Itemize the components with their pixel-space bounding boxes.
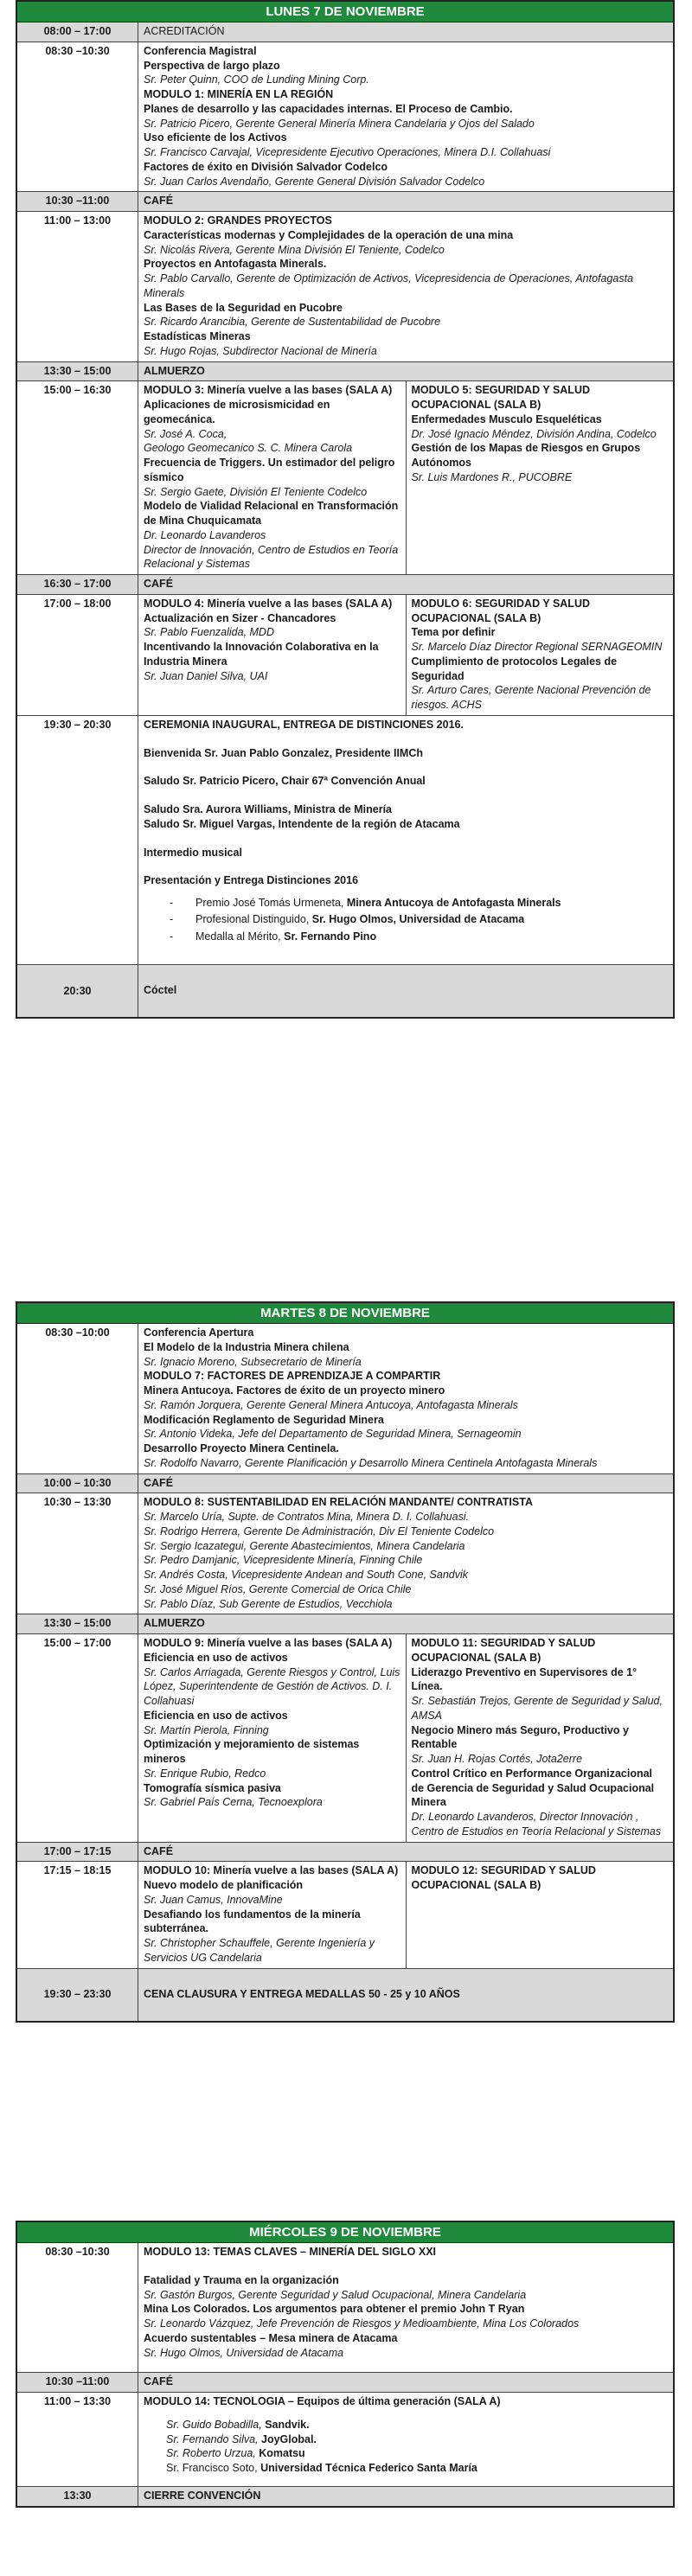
talk-title: Eficiencia en uso de activos	[144, 1651, 288, 1664]
award-item: - Profesional Distinguido, Sr. Hugo Olmos, Universidad de Atacama	[170, 911, 668, 928]
talk-title: Control Crítico en Performance Organizacional de Gerencia de Seguridad y Salud Ocupacional Minera	[411, 1767, 655, 1809]
speaker: Sr. Rodolfo Navarro, Gerente Planificación y Desarrollo Minera Centinela Antofagasta Minerals	[144, 1456, 598, 1469]
speaker: Sr. Pablo Carvallo, Gerente de Optimización de Activos, Vicepresidencia de Operaciones, Antofagasta Minerals	[144, 272, 634, 299]
schedule-row	[17, 575, 673, 595]
time-slot: 13:30	[17, 2487, 138, 2506]
speaker: Sr. Ricardo Arancibia, Gerente de Sustentabilidad de Pucobre	[144, 316, 441, 329]
speaker: Dr. Leonardo Lavanderos, Director Innovación , Centro de Estudios en Teoría Relacional y Sistemas	[411, 1811, 662, 1838]
talk-title: Fatalidad y Trauma en la organización	[144, 2273, 339, 2286]
module-title: MODULO 12: SEGURIDAD Y SALUD OCUPACIONAL (SALA B)	[411, 1864, 596, 1891]
time-slot: 11:00 – 13:00	[17, 212, 138, 361]
parallel-sessions	[138, 1634, 673, 1842]
time-slot: 17:00 – 18:00	[17, 595, 138, 715]
cocktail-label: Cóctel	[144, 984, 177, 997]
talk-title: Modelo de Vialidad Relacional en Transformación de Mina Chuquicamata	[144, 500, 399, 527]
talk-title: Desafiando los fundamentos de la minería subterránea.	[144, 1908, 361, 1935]
schedule-row	[17, 716, 673, 965]
parallel-sessions	[138, 1862, 673, 1967]
award-item: - Medalla al Mérito, Sr. Fernando Pino	[170, 929, 668, 945]
module-title: MODULO 11: SEGURIDAD Y SALUD OCUPACIONAL (SALA B)	[411, 1637, 596, 1664]
panelist: Sr. Roberto Urzua, Komatsu	[166, 2447, 305, 2460]
room-b-session	[406, 381, 674, 574]
talk-title: Minera Antucoya. Factores de éxito de un proyecto minero	[144, 1384, 445, 1397]
talk-title: Negocio Minero más Seguro, Productivo y Rentable	[411, 1723, 629, 1751]
module-title: MODULO 6: SEGURIDAD Y SALUD OCUPACIONAL (SALA B)	[411, 597, 591, 624]
talk-title: Gestión de los Mapas de Riesgos en Grupos Autónomos	[411, 442, 641, 469]
speaker: Sr. Marcelo Díaz Director Regional SERNAGEOMIN	[411, 641, 663, 653]
speaker: Sr. Nicolás Rivera, Gerente Mina División El Teniente, Codelco	[144, 243, 445, 256]
time-slot: 10:30 – 13:30	[17, 1493, 138, 1614]
speaker: Sr. Hugo Rojas, Subdirector Nacional de Minería	[144, 344, 377, 357]
time-slot: 08:30 –10:30	[17, 42, 138, 192]
talk-title: Uso eficiente de los Activos	[144, 131, 287, 144]
speaker: Sr. Juan Carlos Avendaño, Gerente General División Salvador Codelco	[144, 175, 485, 188]
schedule-row	[17, 595, 673, 716]
ceremony-item: Saludo Sra. Aurora Williams, Ministra de Minería	[144, 803, 392, 815]
module-title: MODULO 9: Minería vuelve a las bases (SALA A)	[144, 1637, 393, 1649]
time-slot: 08:00 – 17:00	[17, 22, 138, 42]
talk-title: Modificación Reglamento de Seguridad Minera	[144, 1413, 384, 1426]
schedule-row	[17, 1862, 673, 1968]
module-title: MODULO 10: Minería vuelve a las bases (SALA A)	[144, 1864, 399, 1877]
ceremony-item: Intermedio musical	[144, 846, 242, 859]
time-slot: 20:30	[17, 965, 138, 1017]
room-a-session	[138, 595, 406, 715]
talk-title: Planes de desarrollo y las capacidades internas. El Proceso de Cambio.	[144, 102, 513, 115]
panelist: Sr. Guido Bobadilla, Sandvik.	[166, 2418, 310, 2431]
schedule-row	[17, 2243, 673, 2373]
schedule-row	[17, 192, 673, 212]
talk-title: Estadísticas Mineras	[144, 330, 251, 342]
talk-title: Enfermedades Musculo Esqueléticas	[411, 412, 602, 425]
speaker-affiliation: Director de Innovación, Centro de Estudios en Teoría Relacional y Sistemas	[144, 543, 399, 571]
speaker: Sr. Gastón Burgos, Gerente Seguridad y Salud Ocupacional, Minera Candelaria	[144, 2288, 527, 2301]
speaker: Sr. Luis Mardones R., PUCOBRE	[411, 470, 573, 483]
talk-title: Eficiencia en uso de activos	[144, 1709, 288, 1722]
time-slot: 08:30 –10:30	[17, 2243, 138, 2372]
talk-title: Aplicaciones de microsismicidad en geomecánica.	[144, 399, 330, 425]
break-label: CAFÉ	[144, 1476, 174, 1489]
session-content	[138, 212, 673, 361]
talk-title: El Modelo de la Industria Minera chilena	[144, 1340, 349, 1353]
time-slot: 10:00 – 10:30	[17, 1474, 138, 1493]
speaker: Sr. Peter Quinn, COO de Lunding Mining Corp.	[144, 74, 369, 86]
session-content	[138, 1324, 673, 1473]
dinner-label: CENA CLAUSURA Y ENTREGA MEDALLAS 50 - 25 y 10 AÑOS	[144, 1987, 460, 2000]
time-slot: 19:30 – 23:30	[17, 1969, 138, 2021]
speaker: Sr. Sebastián Trejos, Gerente de Seguridad y Salud, AMSA	[411, 1695, 663, 1722]
break-label: CAFÉ	[144, 1844, 174, 1857]
speaker: Sr. José A. Coca,	[144, 427, 227, 440]
talk-title: Mina Los Colorados. Los argumentos para obtener el premio John T Ryan	[144, 2303, 525, 2316]
module-title: MODULO 8: SUSTENTABILIDAD EN RELACIÓN MANDANTE/ CONTRATISTA	[144, 1496, 533, 1509]
session-title: Conferencia Apertura	[144, 1326, 254, 1339]
parallel-sessions	[138, 381, 673, 574]
talk-title: Factores de éxito en División Salvador Codelco	[144, 160, 388, 173]
talk-title: Las Bases de la Seguridad en Pucobre	[144, 301, 343, 314]
speaker: Sr. Sergio Icazategui, Gerente Abastecimientos, Minera Candelaria	[144, 1539, 465, 1552]
talk-title: Liderazgo Preventivo en Supervisores de 1° Línea.	[411, 1665, 638, 1693]
speaker: Sr. Arturo Cares, Gerente Nacional Prevención de riesgos. ACHS	[411, 684, 651, 711]
time-slot: 13:30 – 15:00	[17, 362, 138, 381]
schedule-row	[17, 1614, 673, 1634]
session-title: Conferencia Magistral	[144, 44, 257, 57]
talk-title: Nuevo modelo de planificación	[144, 1879, 304, 1891]
time-slot: 17:15 – 18:15	[17, 1862, 138, 1967]
closing-label: CIERRE CONVENCIÓN	[144, 2489, 261, 2502]
talk-title: Desarrollo Proyecto Minera Centinela.	[144, 1442, 339, 1454]
schedule-row	[17, 2393, 673, 2487]
speaker: Sr. Antonio Videka, Jefe del Departamento de Seguridad Minera, Sernageomin	[144, 1428, 522, 1441]
schedule-row	[17, 2487, 673, 2506]
day-header: MARTES 8 DE NOVIEMBRE	[17, 1303, 673, 1324]
speaker-affiliation: Geologo Geomecanico S. C. Minera Carola	[144, 442, 353, 455]
time-slot: 11:00 – 13:30	[17, 2393, 138, 2486]
panelist: Sr. Francisco Soto, Universidad Técnica Federico Santa María	[166, 2462, 477, 2474]
module-title: MODULO 3: Minería vuelve a las bases (SALA A)	[144, 384, 393, 397]
break-label: CAFÉ	[144, 2375, 174, 2388]
speaker: Sr. Ramón Jorquera, Gerente General Minera Antucoya, Antofagasta Minerals	[144, 1398, 518, 1411]
talk-title: Frecuencia de Triggers. Un estimador del peligro sísmico	[144, 457, 395, 483]
speaker: Sr. José Miguel Ríos, Gerente Comercial de Orica Chile	[144, 1582, 412, 1595]
day-header: LUNES 7 DE NOVIEMBRE	[17, 2, 673, 22]
talk-title: Actualización en Sizer - Chancadores	[144, 611, 336, 624]
schedule-row	[17, 1493, 673, 1614]
time-slot: 10:30 –11:00	[17, 192, 138, 211]
panelist: Sr. Fernando Silva, JoyGlobal.	[166, 2432, 317, 2445]
schedule-row	[17, 381, 673, 575]
break-label: CAFÉ	[144, 195, 174, 208]
monday-schedule	[16, 0, 675, 1019]
speaker: Sr. Christopher Schauffele, Gerente Ingeniería y Servicios UG Candelaria	[144, 1937, 375, 1964]
schedule-row	[17, 362, 673, 382]
ceremony-item: Bienvenida Sr. Juan Pablo Gonzalez, Presidente IIMCh	[144, 746, 423, 759]
session-content	[138, 2393, 673, 2486]
awards-list	[144, 895, 668, 945]
speaker: Sr. Gabriel País Cerna, Tecnoexplora	[144, 1796, 323, 1809]
schedule-row	[17, 22, 673, 42]
speaker: Sr. Carlos Arriagada, Gerente Riesgos y Control, Luis López, Superintendente de Gestión de Activos. D. I. Collahuasi	[144, 1665, 400, 1707]
session-content	[138, 1493, 673, 1614]
time-slot: 15:00 – 16:30	[17, 381, 138, 574]
speaker: Sr. Rodrigo Herrera, Gerente De Administración, Div El Teniente Codelco	[144, 1525, 495, 1537]
room-b-session	[406, 1634, 674, 1842]
speaker: Sr. Sergio Gaete, División El Teniente Codelco	[144, 485, 368, 498]
time-slot: 17:00 – 17:15	[17, 1843, 138, 1862]
ceremony-content	[138, 716, 673, 964]
speaker: Sr. Marcelo Uría, Supte. de Contratos Mina, Minera D. I. Collahuasi.	[144, 1511, 470, 1523]
speaker: Sr. Patricio Picero, Gerente General Minería Minera Candelaria y Ojos del Salado	[144, 117, 535, 130]
award-item: - Premio José Tomás Urmeneta, Minera Antucoya de Antofagasta Minerals	[170, 895, 668, 911]
ceremony-item: Saludo Sr. Patricio Picero, Chair 67ª Convención Anual	[144, 775, 426, 788]
room-a-session	[138, 1634, 406, 1842]
speaker: Sr. Juan H. Rojas Cortés, Jota2erre	[411, 1753, 583, 1765]
speaker: Sr. Martín Pierola, Finning	[144, 1723, 269, 1736]
time-slot: 16:30 – 17:00	[17, 575, 138, 594]
module-title: MODULO 1: MINERÍA EN LA REGIÓN	[144, 88, 334, 100]
talk-title: Cumplimiento de protocolos Legales de Seguridad	[411, 655, 618, 682]
schedule-row	[17, 965, 673, 1017]
schedule-row	[17, 1474, 673, 1494]
session-content	[138, 42, 673, 192]
speaker: Sr. Juan Camus, InnovaMine	[144, 1893, 283, 1906]
break-label: ALMUERZO	[144, 364, 205, 377]
room-b-session	[406, 1862, 674, 1967]
time-slot: 13:30 – 15:00	[17, 1614, 138, 1633]
module-title: MODULO 14: TECNOLOGIA – Equipos de última generación (SALA A)	[144, 2395, 501, 2407]
ceremony-item: Presentación y Entrega Distinciones 2016	[144, 874, 359, 887]
speaker: Sr. Hugo Olmos, Universidad de Atacama	[144, 2346, 344, 2359]
room-b-session	[406, 595, 674, 715]
talk-title: Tomografía sísmica pasiva	[144, 1781, 281, 1794]
speaker: Dr. José Ignacio Méndez, División Andina, Codelco	[411, 427, 657, 440]
schedule-row	[17, 1969, 673, 2021]
talk-title: Perspectiva de largo plazo	[144, 59, 280, 72]
ceremony-title: CEREMONIA INAUGURAL, ENTREGA DE DISTINCIONES 2016.	[144, 718, 464, 731]
panel-list	[144, 2418, 668, 2476]
room-a-session	[138, 1862, 406, 1967]
talk-title: Acuerdo sustentables – Mesa minera de Atacama	[144, 2331, 398, 2344]
time-slot: 19:30 – 20:30	[17, 716, 138, 964]
talk-title: Optimización y mejoramiento de sistemas mineros	[144, 1738, 360, 1765]
wednesday-schedule	[16, 2221, 675, 2508]
schedule-row	[17, 1324, 673, 1474]
speaker: Sr. Pedro Damjanic, Vicepresidente Minería, Finning Chile	[144, 1554, 423, 1567]
schedule-row	[17, 42, 673, 193]
schedule-row	[17, 1843, 673, 1863]
break-label: CAFÉ	[144, 578, 174, 590]
speaker: Sr. Andrés Costa, Vicepresidente Andean and South Cone, Sandvik	[144, 1569, 469, 1581]
talk-title: Proyectos en Antofagasta Minerals.	[144, 258, 327, 271]
talk-title: Características modernas y Complejidades de la operación de una mina	[144, 228, 514, 241]
module-title: MODULO 4: Minería vuelve a las bases (SALA A)	[144, 597, 393, 610]
module-title: MODULO 13: TEMAS CLAVES – MINERÍA DEL SIGLO XXI	[144, 2246, 437, 2258]
speaker: Sr. Leonardo Vázquez, Jefe Prevención de Riesgos y Medioambiente, Mina Los Colorados	[144, 2317, 580, 2330]
room-a-session	[138, 381, 406, 574]
time-slot: 08:30 –10:00	[17, 1324, 138, 1473]
module-title: MODULO 7: FACTORES DE APRENDIZAJE A COMPARTIR	[144, 1370, 441, 1383]
ceremony-item: Saludo Sr. Miguel Vargas, Intendente de la región de Atacama	[144, 817, 460, 830]
speaker: Sr. Ignacio Moreno, Subsecretario de Minería	[144, 1355, 362, 1368]
session-title: ACREDITACIÓN	[144, 25, 225, 37]
break-label: ALMUERZO	[144, 1617, 205, 1630]
talk-title: Incentivando la Innovación Colaborativa en la Industria Minera	[144, 641, 379, 668]
speaker: Dr. Leonardo Lavanderos	[144, 528, 266, 541]
module-title: MODULO 2: GRANDES PROYECTOS	[144, 214, 332, 227]
speaker: Sr. Pablo Fuenzalida, MDD	[144, 626, 274, 639]
tuesday-schedule	[16, 1301, 675, 2023]
day-header: MIÉRCOLES 9 DE NOVIEMBRE	[17, 2222, 673, 2243]
parallel-sessions	[138, 595, 673, 715]
speaker: Sr. Juan Daniel Silva, UAI	[144, 669, 268, 682]
schedule-row	[17, 2373, 673, 2393]
speaker: Sr. Francisco Carvajal, Vicepresidente Ejecutivo Operaciones, Minera D.I. Collahuasi	[144, 146, 551, 158]
time-slot: 10:30 –11:00	[17, 2373, 138, 2392]
schedule-row	[17, 212, 673, 362]
schedule-row	[17, 1634, 673, 1843]
speaker: Sr. Pablo Díaz, Sub Gerente de Estudios, Vecchiola	[144, 1597, 393, 1610]
time-slot: 15:00 – 17:00	[17, 1634, 138, 1842]
module-title: MODULO 5: SEGURIDAD Y SALUD OCUPACIONAL (SALA B)	[411, 384, 591, 411]
session-content	[138, 2243, 673, 2372]
talk-title: Tema por definir	[411, 626, 496, 639]
speaker: Sr. Enrique Rubio, Redco	[144, 1767, 266, 1780]
